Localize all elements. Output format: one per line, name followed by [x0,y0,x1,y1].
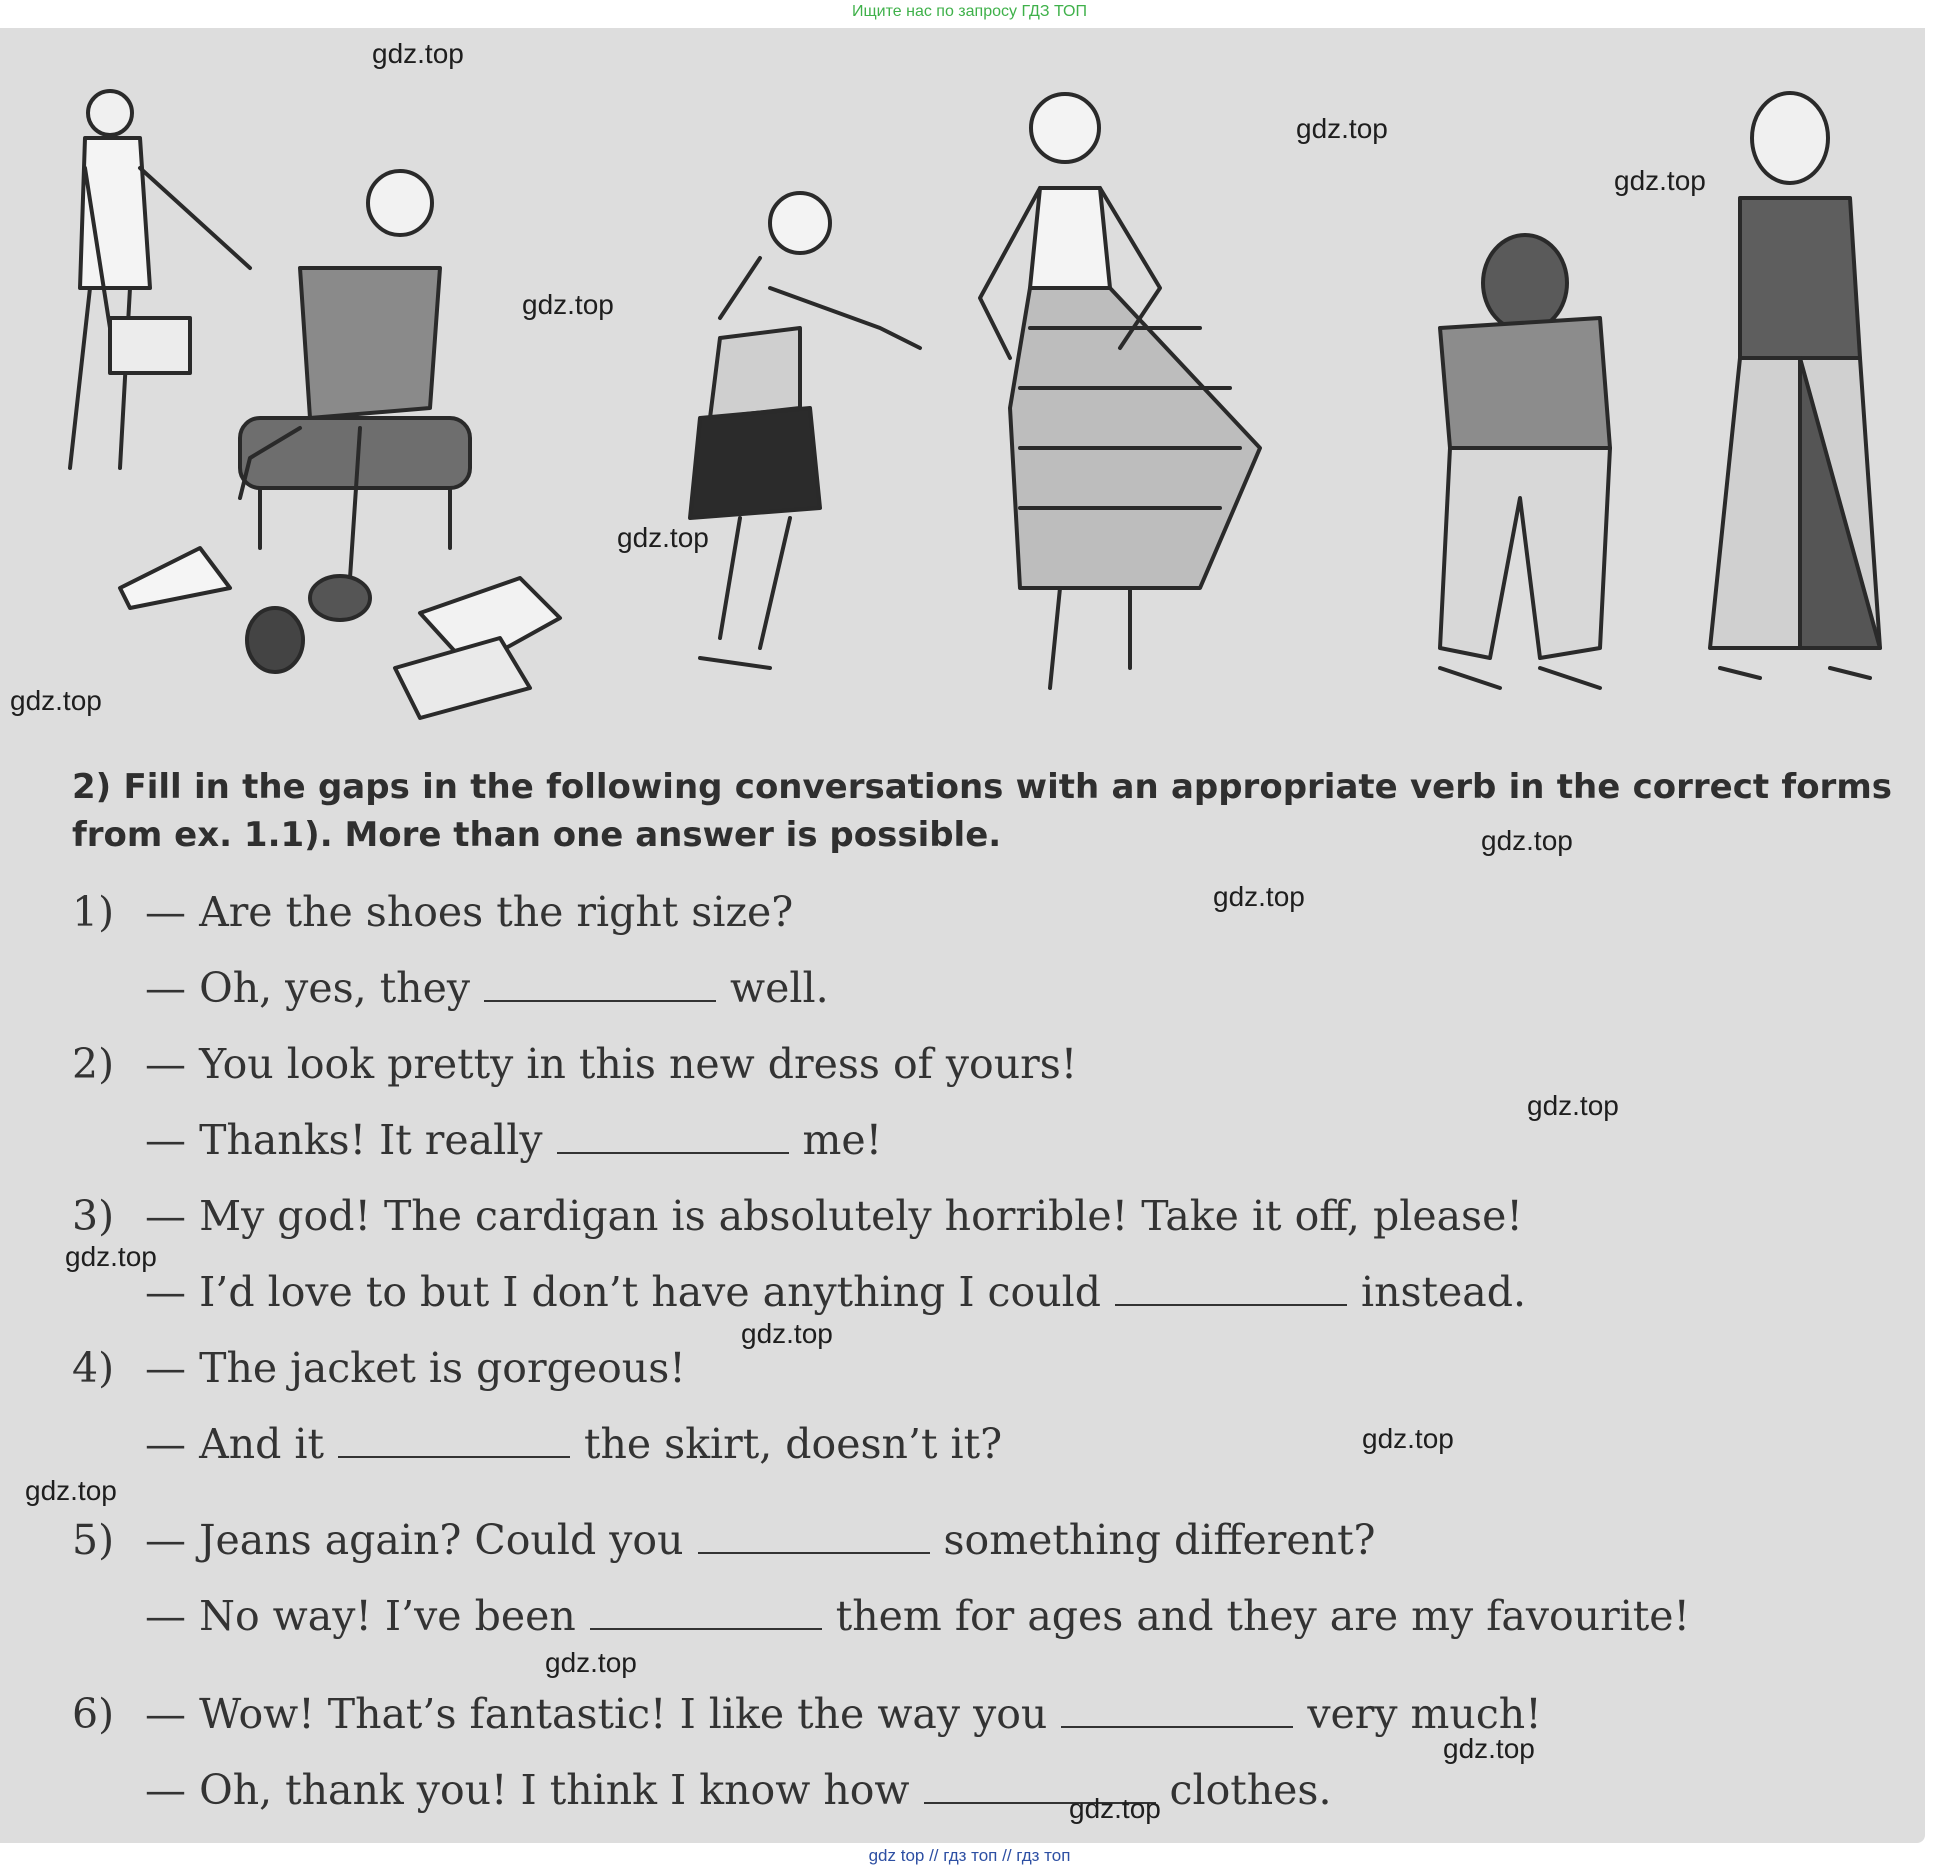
watermark: gdz.top [545,1647,637,1678]
dialogue-2-line-b [72,1116,882,1164]
textbook-page [0,28,1925,1843]
dash: — [145,1690,187,1738]
answer-gap[interactable] [557,1152,789,1154]
woman-dress-figure [980,94,1260,688]
dash: — [145,888,187,936]
watermark: gdz.top [1481,825,1573,856]
watermark: gdz.top [522,289,614,320]
answer-gap[interactable] [338,1456,570,1458]
dialogue-text: instead. [1360,1268,1526,1316]
dialogue-4-line-b [72,1420,1002,1468]
dialogue-6-line-a [72,1690,1542,1738]
dialogue-3-line-b [72,1268,1526,1316]
boy-torn-jeans-figure [1440,235,1610,688]
dialogue-text: Are the shoes the right size? [199,888,794,936]
dialogue-number: 6) [72,1690,115,1738]
dialogue-number: 2) [72,1040,115,1088]
dialogue-1-line-a [72,888,793,936]
dialogue-5-line-b [72,1592,1690,1640]
dialogue-text: clothes. [1169,1766,1332,1814]
dash: — [145,1766,187,1814]
dialogue-text: The jacket is gorgeous! [199,1344,686,1392]
dialogue-text: Wow! That’s fantastic! I like the way you [199,1690,1048,1738]
dialogue-1-line-b [72,964,829,1012]
dialogue-text: I’d love to but I don’t have anything I could [199,1268,1101,1316]
illustration-people-clothes [0,28,1925,728]
dialogue-text: You look pretty in this new dress of yours! [199,1040,1078,1088]
dialogue-number: 4) [72,1344,115,1392]
dialogue-text: very much! [1307,1690,1542,1738]
dialogue-text: And it [199,1420,324,1468]
watermark: gdz.top [65,1241,157,1272]
dash: — [145,1116,187,1164]
dialogue-2-line-a [72,1040,1077,1088]
dialogue-4-line-a [72,1344,686,1392]
answer-gap[interactable] [484,1000,716,1002]
dialogue-text: Thanks! It really [199,1116,543,1164]
sad-woman-figure [1710,93,1880,678]
dash: — [145,1516,187,1564]
answer-gap[interactable] [1061,1726,1293,1728]
watermark: gdz.top [25,1475,117,1506]
dialogue-text: No way! I’ve been [199,1592,576,1640]
watermark: gdz.top [1296,113,1388,144]
shop-assistant-figure [70,91,250,468]
dash: — [145,1592,187,1640]
dialogue-text: My god! The cardigan is absolutely horrible! Take it off, please! [199,1192,1523,1240]
watermark: gdz.top [1213,881,1305,912]
watermark: gdz.top [1362,1423,1454,1454]
dash: — [145,1040,187,1088]
dialogue-text: me! [802,1116,883,1164]
dash: — [145,964,187,1012]
dash: — [145,1192,187,1240]
dialogue-text: well. [730,964,829,1012]
dash: — [145,1344,187,1392]
answer-gap[interactable] [590,1628,822,1630]
watermark: gdz.top [1069,1793,1161,1824]
dialogue-text: the skirt, doesn’t it? [583,1420,1003,1468]
man-trying-shoes-figure [120,171,560,718]
dialogue-text: them for ages and they are my favourite! [835,1592,1691,1640]
watermark: gdz.top [741,1318,833,1349]
dialogue-text: Jeans again? Could you [199,1516,684,1564]
answer-gap[interactable] [698,1552,930,1554]
dash: — [145,1420,187,1468]
watermark: gdz.top [10,685,102,716]
dialogue-text: something different? [943,1516,1376,1564]
watermark: gdz.top [1443,1733,1535,1764]
watermark: gdz.top [1614,165,1706,196]
footer-links[interactable]: gdz top // гдз топ // гдз топ [0,1843,1939,1869]
dialogue-5-line-a [72,1516,1376,1564]
answer-gap[interactable] [1115,1304,1347,1306]
dialogue-3-line-a [72,1192,1523,1240]
dialogue-number: 3) [72,1192,115,1240]
dialogue-text: Oh, thank you! I think I know how [199,1766,910,1814]
dash: — [145,1268,187,1316]
watermark: gdz.top [372,38,464,69]
dialogue-number: 1) [72,888,115,936]
dialogue-text: Oh, yes, they [199,964,471,1012]
watermark: gdz.top [617,522,709,553]
task-heading: 2) Fill in the gaps in the following conversations with an appropriate verb in the correct forms from ex. 1.1). More than one answer is possible. [72,767,1892,855]
watermark: gdz.top [1527,1090,1619,1121]
girl-skirt-figure [690,193,920,668]
top-banner: Ищите нас по запросу ГДЗ ТОП [0,0,1939,28]
dialogue-number: 5) [72,1516,115,1564]
